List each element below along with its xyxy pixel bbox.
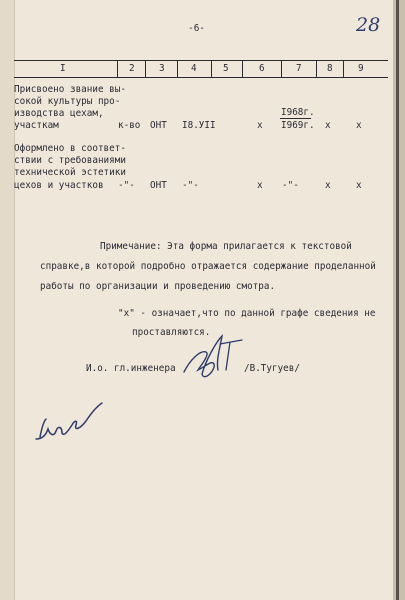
note-line: работы по организации и проведению смотра. (40, 281, 276, 292)
page-binding-fold (0, 0, 15, 600)
cell-date: I8.УII (182, 120, 216, 131)
column-divider (343, 61, 344, 77)
column-divider (145, 61, 146, 77)
column-divider (242, 61, 243, 77)
cell-unit: к-во (118, 120, 141, 131)
row-description-line: Присвоено звание вы- (14, 84, 126, 95)
cell-col8: х (325, 180, 331, 191)
cell-date: -"- (182, 180, 199, 191)
cell-col9: х (356, 180, 362, 191)
row-description-line: сокой культуры про- (14, 96, 121, 107)
page-number: -6- (188, 23, 205, 34)
column-header: 8 (327, 63, 333, 74)
signatory-name: /В.Тугуев/ (244, 363, 300, 374)
table-header-rule (14, 77, 388, 78)
cell-responsible: ОНТ (150, 180, 167, 191)
cell-col9: х (356, 120, 362, 131)
column-divider (281, 61, 282, 77)
cell-col8: х (325, 120, 331, 131)
cell-col6: х (257, 120, 263, 131)
row-description-line: Оформлено в соответ- (14, 143, 126, 154)
column-header: 2 (129, 63, 135, 74)
cell-responsible: ОНТ (150, 120, 167, 131)
page-edge (393, 0, 405, 600)
column-divider (177, 61, 178, 77)
handwritten-resolution (30, 395, 108, 445)
column-header: 4 (191, 63, 197, 74)
column-divider (117, 61, 118, 77)
note-line: Примечание: Эта форма прилагается к текстовой (100, 241, 352, 252)
column-divider (211, 61, 212, 77)
note-x-line: проставляются. (132, 327, 211, 338)
row-description-line: изводства цехам, (14, 108, 104, 119)
cell-col7: I969г. (281, 120, 315, 131)
cell-col6: х (257, 180, 263, 191)
column-divider (316, 61, 317, 77)
column-header: 9 (358, 63, 364, 74)
row-description-line: цехов и участков (14, 180, 104, 191)
cell-col7-year-top: I968г. (281, 107, 315, 118)
column-header: 5 (223, 63, 229, 74)
note-x-line: "х" - означает,что по данной графе сведения не (118, 308, 376, 319)
page-edge-shadow (396, 0, 399, 600)
column-header: 6 (259, 63, 265, 74)
cell-unit: -"- (118, 180, 135, 191)
signatory-title: И.о. гл.инженера (86, 363, 176, 374)
year-underline (280, 118, 311, 119)
cell-col7: -"- (282, 180, 299, 191)
note-line: справке,в которой подробно отражается содержание проделанной (40, 261, 376, 272)
row-description-line: технической эстетики (14, 167, 126, 178)
handwritten-signature (176, 330, 246, 388)
row-description-line: ствии с требованиями (14, 155, 126, 166)
column-header: I (60, 63, 66, 74)
table-top-rule (14, 60, 388, 61)
row-description-line: участкам (14, 120, 59, 131)
archive-page-number: 28 (356, 14, 381, 36)
column-header: 7 (296, 63, 302, 74)
column-header: 3 (159, 63, 165, 74)
